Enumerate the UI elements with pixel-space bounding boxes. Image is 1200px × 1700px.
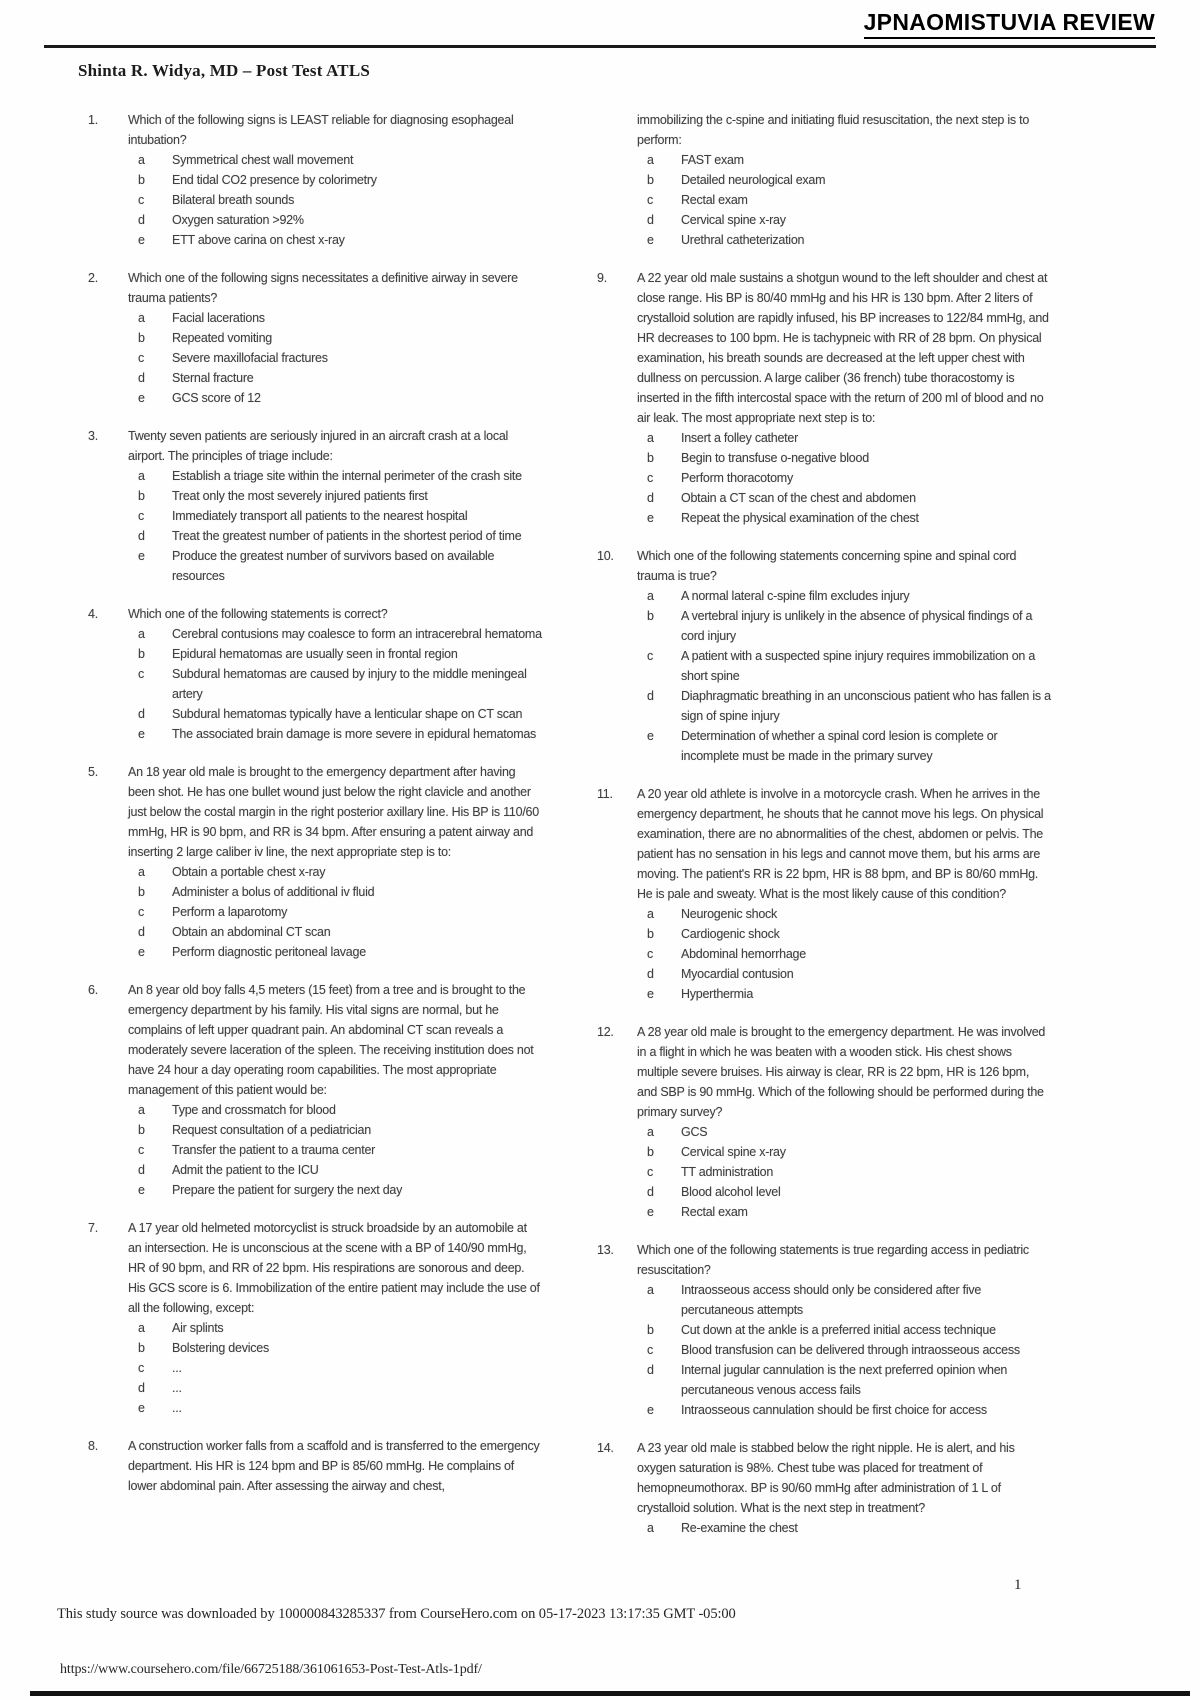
question-block	[597, 546, 1051, 766]
option-letter: e	[138, 233, 145, 247]
footer-bar	[30, 1691, 1190, 1696]
question-text: A construction worker falls from a scaffold and is transferred to the emergency department. His HR is 124 bpm and BP is 85/60 mmHg. He complains of lower abdominal pain. After assessing the airway and chest,	[128, 1439, 540, 1493]
question-block	[88, 762, 542, 962]
answer-option	[128, 506, 542, 526]
option-letter: b	[647, 1145, 654, 1159]
option-text: ...	[172, 1381, 182, 1395]
option-text: Subdural hematomas are caused by injury to the middle meningeal artery	[172, 667, 527, 701]
question-number: 1.	[88, 113, 98, 127]
option-letter: c	[138, 1361, 144, 1375]
answer-option	[637, 606, 1051, 646]
option-letter: d	[647, 967, 654, 981]
question-body	[128, 1436, 542, 1496]
answer-option	[637, 1360, 1051, 1400]
option-letter: d	[138, 1381, 145, 1395]
option-letter: b	[138, 647, 145, 661]
option-text: Request consultation of a pediatrician	[172, 1123, 371, 1137]
question-body	[128, 762, 542, 962]
answer-option	[128, 942, 542, 962]
option-letter: e	[647, 1403, 654, 1417]
question-body	[128, 268, 542, 408]
option-letter: e	[647, 729, 654, 743]
option-text: Neurogenic shock	[681, 907, 778, 921]
option-letter: c	[138, 667, 144, 681]
question-body	[637, 1438, 1051, 1538]
question-body	[128, 426, 542, 586]
question-number: 12.	[597, 1025, 614, 1039]
answer-option	[128, 1358, 542, 1378]
option-text: Symmetrical chest wall movement	[172, 153, 354, 167]
question-body	[637, 1022, 1051, 1222]
option-text: Hyperthermia	[681, 987, 754, 1001]
option-letter: c	[647, 1165, 653, 1179]
option-text: Sternal fracture	[172, 371, 254, 385]
answer-option	[128, 308, 542, 328]
question-number: 8.	[88, 1439, 98, 1453]
option-text: Diaphragmatic breathing in an unconscious patient who has fallen is a sign of spine injury	[681, 689, 1051, 723]
option-letter: e	[138, 391, 145, 405]
answer-option	[637, 150, 1051, 170]
question-block	[597, 784, 1051, 1004]
answer-option	[128, 486, 542, 506]
footer-source-note: This study source was downloaded by 100000843285337 from CourseHero.com on 05-17-2023 13:17:35 GMT -05:00	[57, 1606, 736, 1622]
question-number: 3.	[88, 429, 98, 443]
question-text: A 17 year old helmeted motorcyclist is struck broadside by an automobile at an intersection. He is unconscious at the scene with a BP of 140/90 mmHg, HR of 90 bpm, and RR of 22 bpm. His respirations are sonorous and deep. His GCS score is 6. Immobilization of the entire patient may include the use of all the following, except:	[128, 1221, 540, 1315]
option-text: Transfer the patient to a trauma center	[172, 1143, 376, 1157]
option-text: Obtain an abdominal CT scan	[172, 925, 331, 939]
option-letter: d	[647, 1363, 654, 1377]
option-letter: a	[138, 1321, 145, 1335]
questions-column-right	[597, 110, 1051, 1556]
answer-option	[128, 150, 542, 170]
question-text: A 23 year old male is stabbed below the right nipple. He is alert, and his oxygen saturation is 98%. Chest tube was placed for treatment of hemopneumothorax. BP is 90/60 mmHg after administration of 1 L of crystalloid solution. What is the next step in treatment?	[637, 1441, 1015, 1515]
footer-url: https://www.coursehero.com/file/66725188/361061653-Post-Test-Atls-1pdf/	[60, 1662, 482, 1677]
option-text: Air splints	[172, 1321, 224, 1335]
option-letter: c	[647, 649, 653, 663]
answer-option	[637, 428, 1051, 448]
question-text: Twenty seven patients are seriously injured in an aircraft crash at a local airport. The principles of triage include:	[128, 429, 509, 463]
option-letter: a	[138, 627, 145, 641]
answer-option	[128, 526, 542, 546]
answer-option	[128, 388, 542, 408]
answer-option	[128, 170, 542, 190]
answer-option	[128, 724, 542, 744]
option-text: Obtain a CT scan of the chest and abdomen	[681, 491, 916, 505]
question-number: 2.	[88, 271, 98, 285]
question-body	[128, 110, 542, 250]
option-text: Perform thoracotomy	[681, 471, 793, 485]
answer-option	[637, 1142, 1051, 1162]
answer-option	[128, 644, 542, 664]
answer-option	[637, 190, 1051, 210]
option-letter: c	[138, 193, 144, 207]
option-text: Detailed neurological exam	[681, 173, 826, 187]
answer-option	[637, 468, 1051, 488]
option-letter: c	[138, 509, 144, 523]
option-text: Prepare the patient for surgery the next day	[172, 1183, 403, 1197]
option-letter: a	[647, 153, 654, 167]
answer-option	[637, 1280, 1051, 1320]
option-text: Epidural hematomas are usually seen in frontal region	[172, 647, 458, 661]
option-text: Obtain a portable chest x-ray	[172, 865, 326, 879]
option-letter: c	[138, 351, 144, 365]
question-text: A 22 year old male sustains a shotgun wound to the left shoulder and chest at close range. His BP is 80/40 mmHg and his HR is 130 bpm. After 2 liters of crystalloid solution are rapidly infused, his BP increases to 122/84 mmHg, and HR decreases to 100 bpm. He is tachypneic with RR of 28 bpm. On physical examination, his breath sounds are decreased at the left upper chest with dullness on percussion. A large caliber (36 french) tube thoracostomy is inserted in the fifth intercostal space with the return of 200 ml of blood and no air leak. The most appropriate next step is to:	[637, 271, 1049, 425]
option-text: FAST exam	[681, 153, 744, 167]
answer-option	[128, 1318, 542, 1338]
answer-option	[128, 368, 542, 388]
option-text: Admit the patient to the ICU	[172, 1163, 319, 1177]
option-text: Treat the greatest number of patients in the shortest period of time	[172, 529, 522, 543]
option-letter: d	[138, 707, 145, 721]
answer-option	[128, 328, 542, 348]
question-block	[88, 1436, 542, 1496]
option-letter: a	[138, 311, 145, 325]
option-letter: d	[138, 925, 145, 939]
option-text: Treat only the most severely injured patients first	[172, 489, 428, 503]
option-text: Intraosseous access should only be considered after five percutaneous attempts	[681, 1283, 982, 1317]
option-text: Abdominal hemorrhage	[681, 947, 806, 961]
question-block	[597, 1022, 1051, 1222]
option-text: A normal lateral c-spine film excludes injury	[681, 589, 910, 603]
option-text: GCS score of 12	[172, 391, 261, 405]
answer-option	[637, 1202, 1051, 1222]
option-letter: a	[647, 1125, 654, 1139]
option-text: A vertebral injury is unlikely in the absence of physical findings of a cord injury	[681, 609, 1033, 643]
question-block	[88, 268, 542, 408]
answer-option	[637, 984, 1051, 1004]
answer-option	[637, 904, 1051, 924]
option-text: Determination of whether a spinal cord lesion is complete or incomplete must be made in the primary survey	[681, 729, 998, 763]
option-text: Insert a folley catheter	[681, 431, 798, 445]
option-letter: d	[138, 213, 145, 227]
option-letter: e	[647, 987, 654, 1001]
question-body	[637, 546, 1051, 766]
option-letter: e	[647, 233, 654, 247]
answer-option	[637, 448, 1051, 468]
option-letter: a	[647, 1283, 654, 1297]
answer-option	[637, 944, 1051, 964]
option-letter: b	[647, 927, 654, 941]
option-text: End tidal CO2 presence by colorimetry	[172, 173, 377, 187]
question-number: 11.	[597, 787, 613, 801]
answer-option	[637, 924, 1051, 944]
question-number: 13.	[597, 1243, 614, 1257]
option-text: Re-examine the chest	[681, 1521, 798, 1535]
option-text: Cardiogenic shock	[681, 927, 780, 941]
option-text: Produce the greatest number of survivors based on available resources	[172, 549, 495, 583]
answer-option	[637, 964, 1051, 984]
option-letter: a	[647, 589, 654, 603]
brand-header: JPNAOMISTUVIA REVIEW	[864, 9, 1155, 39]
option-text: Type and crossmatch for blood	[172, 1103, 336, 1117]
option-text: Bilateral breath sounds	[172, 193, 295, 207]
answer-option	[128, 1338, 542, 1358]
option-letter: d	[138, 529, 145, 543]
answer-option	[128, 466, 542, 486]
option-text: Internal jugular cannulation is the next preferred opinion when percutaneous venous access fails	[681, 1363, 1008, 1397]
option-letter: c	[647, 1343, 653, 1357]
answer-option	[637, 1122, 1051, 1142]
question-number: 10.	[597, 549, 614, 563]
question-text: A 20 year old athlete is involve in a motorcycle crash. When he arrives in the emergency department, he shouts that he cannot move his legs. On physical examination, there are no abnormalities of the chest, abdomen or pelvis. The patient has no sensation in his legs and cannot move them, but his arms are moving. The patient's RR is 22 bpm, HR is 88 bpm, and BP is 80/60 mmHg. He is pale and sweaty. What is the most likely cause of this condition?	[637, 787, 1044, 901]
option-letter: e	[138, 1401, 145, 1415]
question-text: A 28 year old male is brought to the emergency department. He was involved in a flight in which he was beaten with a wooden stick. His chest shows multiple severe bruises. His airway is clear, RR is 22 bpm, HR is 126 bpm, and SBP is 90 mmHg. Which of the following should be performed during the primary survey?	[637, 1025, 1046, 1119]
answer-option	[637, 488, 1051, 508]
option-text: Immediately transport all patients to the nearest hospital	[172, 509, 468, 523]
answer-option	[128, 624, 542, 644]
answer-option	[128, 1120, 542, 1140]
option-letter: c	[138, 905, 144, 919]
answer-option	[637, 686, 1051, 726]
option-letter: a	[138, 1103, 145, 1117]
option-letter: b	[138, 489, 145, 503]
answer-option	[128, 664, 542, 704]
option-letter: b	[647, 1323, 654, 1337]
answer-option	[128, 1160, 542, 1180]
question-number: 4.	[88, 607, 98, 621]
option-letter: b	[138, 173, 145, 187]
page-number: 1	[1014, 1577, 1022, 1593]
option-letter: d	[647, 213, 654, 227]
answer-option	[128, 348, 542, 368]
option-letter: a	[138, 153, 145, 167]
question-block	[597, 1240, 1051, 1420]
question-block	[88, 980, 542, 1200]
option-text: Blood transfusion can be delivered through intraosseous access	[681, 1343, 1020, 1357]
question-text: Which one of the following signs necessitates a definitive airway in severe trauma patients?	[128, 271, 518, 305]
question-body	[637, 1240, 1051, 1420]
answer-option	[637, 1182, 1051, 1202]
option-letter: a	[647, 907, 654, 921]
option-letter: d	[138, 371, 145, 385]
option-text: Facial lacerations	[172, 311, 265, 325]
question-continuation-block	[597, 110, 1051, 250]
answer-option	[128, 1100, 542, 1120]
option-letter: a	[138, 865, 145, 879]
question-block	[597, 1438, 1051, 1538]
answer-option	[128, 190, 542, 210]
option-text: Intraosseous cannulation should be first choice for access	[681, 1403, 987, 1417]
option-letter: c	[647, 471, 653, 485]
question-body	[637, 268, 1051, 528]
question-text: Which of the following signs is LEAST reliable for diagnosing esophageal intubation?	[128, 113, 514, 147]
option-text: Myocardial contusion	[681, 967, 794, 981]
answer-option	[128, 1398, 542, 1418]
question-block	[88, 110, 542, 250]
answer-option	[128, 902, 542, 922]
answer-option	[637, 1518, 1051, 1538]
answer-option	[637, 726, 1051, 766]
question-text: Which one of the following statements concerning spine and spinal cord trauma is true?	[637, 549, 1017, 583]
question-number: 5.	[88, 765, 98, 779]
option-letter: e	[138, 549, 145, 563]
option-text: Urethral catheterization	[681, 233, 805, 247]
option-text: Repeated vomiting	[172, 331, 272, 345]
option-letter: d	[647, 689, 654, 703]
answer-option	[128, 1140, 542, 1160]
answer-option	[637, 1320, 1051, 1340]
option-text: Cut down at the ankle is a preferred initial access technique	[681, 1323, 996, 1337]
question-text: Which one of the following statements is true regarding access in pediatric resuscitation?	[637, 1243, 1029, 1277]
option-text: Administer a bolus of additional iv fluid	[172, 885, 375, 899]
option-text: Repeat the physical examination of the chest	[681, 511, 919, 525]
question-block	[88, 1218, 542, 1418]
option-text: Perform a laparotomy	[172, 905, 288, 919]
option-letter: e	[647, 1205, 654, 1219]
answer-option	[128, 704, 542, 724]
option-text: Perform diagnostic peritoneal lavage	[172, 945, 366, 959]
option-text: Bolstering devices	[172, 1341, 269, 1355]
option-text: Cervical spine x-ray	[681, 1145, 786, 1159]
option-letter: a	[138, 469, 145, 483]
option-letter: b	[647, 609, 654, 623]
option-letter: e	[138, 727, 145, 741]
question-number	[597, 110, 637, 250]
answer-option	[128, 210, 542, 230]
answer-option	[637, 230, 1051, 250]
option-letter: a	[647, 1521, 654, 1535]
option-letter: e	[647, 511, 654, 525]
option-letter: b	[138, 1341, 145, 1355]
option-text: ...	[172, 1401, 182, 1415]
option-text: Subdural hematomas typically have a lenticular shape on CT scan	[172, 707, 523, 721]
option-text: Oxygen saturation >92%	[172, 213, 304, 227]
question-text: Which one of the following statements is correct?	[128, 607, 388, 621]
option-text: Establish a triage site within the internal perimeter of the crash site	[172, 469, 522, 483]
option-letter: c	[647, 193, 653, 207]
question-body	[637, 110, 1051, 250]
option-text: GCS	[681, 1125, 708, 1139]
question-block	[88, 426, 542, 586]
option-letter: b	[647, 173, 654, 187]
questions-column-left	[88, 110, 542, 1514]
option-text: Severe maxillofacial fractures	[172, 351, 328, 365]
answer-option	[637, 1162, 1051, 1182]
answer-option	[637, 508, 1051, 528]
option-text: A patient with a suspected spine injury requires immobilization on a short spine	[681, 649, 1036, 683]
option-text: TT administration	[681, 1165, 774, 1179]
answer-option	[637, 1400, 1051, 1420]
option-text: Cervical spine x-ray	[681, 213, 786, 227]
question-text: immobilizing the c-spine and initiating fluid resuscitation, the next step is to perform:	[637, 113, 1030, 147]
answer-option	[128, 1180, 542, 1200]
option-letter: b	[138, 885, 145, 899]
option-letter: e	[138, 1183, 145, 1197]
answer-option	[128, 882, 542, 902]
option-letter: d	[647, 1185, 654, 1199]
option-letter: d	[138, 1163, 145, 1177]
option-text: Rectal exam	[681, 1205, 748, 1219]
answer-option	[637, 646, 1051, 686]
answer-option	[637, 210, 1051, 230]
option-letter: b	[647, 451, 654, 465]
question-text: An 8 year old boy falls 4,5 meters (15 feet) from a tree and is brought to the emergency department by his family. His vital signs are normal, but he complains of left upper quadrant pain. An abdominal CT scan reveals a moderately severe laceration of the spleen. The receiving institution does not have 24 hour a day operating room capabilities. The most appropriate management of this patient would be:	[128, 983, 534, 1097]
option-letter: d	[647, 491, 654, 505]
option-text: Begin to transfuse o-negative blood	[681, 451, 869, 465]
question-number: 7.	[88, 1221, 98, 1235]
option-letter: b	[138, 331, 145, 345]
question-body	[637, 784, 1051, 1004]
option-text: The associated brain damage is more severe in epidural hematomas	[172, 727, 537, 741]
answer-option	[637, 586, 1051, 606]
answer-option	[128, 922, 542, 942]
option-letter: e	[138, 945, 145, 959]
header-rule	[44, 45, 1156, 48]
question-text: An 18 year old male is brought to the emergency department after having been shot. He has one bullet wound just below the right clavicle and another just below the costal margin in the right posterior axillary line. His BP is 110/60 mmHg, HR is 90 bpm, and RR is 34 bpm. After ensuring a patent airway and inserting 2 large caliber iv line, the next appropriate step is to:	[128, 765, 539, 859]
option-letter: c	[138, 1143, 144, 1157]
option-text: ETT above carina on chest x-ray	[172, 233, 345, 247]
question-body	[128, 980, 542, 1200]
option-letter: b	[138, 1123, 145, 1137]
option-letter: c	[647, 947, 653, 961]
option-text: Blood alcohol level	[681, 1185, 781, 1199]
question-body	[128, 604, 542, 744]
answer-option	[128, 546, 542, 586]
question-number: 6.	[88, 983, 98, 997]
question-number: 14.	[597, 1441, 614, 1455]
question-block	[88, 604, 542, 744]
question-body	[128, 1218, 542, 1418]
answer-option	[637, 1340, 1051, 1360]
answer-option	[128, 1378, 542, 1398]
option-text: ...	[172, 1361, 182, 1375]
question-number: 9.	[597, 271, 607, 285]
question-block	[597, 268, 1051, 528]
answer-option	[637, 170, 1051, 190]
option-letter: a	[647, 431, 654, 445]
answer-option	[128, 230, 542, 250]
option-text: Rectal exam	[681, 193, 748, 207]
document-title: Shinta R. Widya, MD – Post Test ATLS	[78, 61, 371, 80]
option-text: Cerebral contusions may coalesce to form an intracerebral hematoma	[172, 627, 542, 641]
answer-option	[128, 862, 542, 882]
